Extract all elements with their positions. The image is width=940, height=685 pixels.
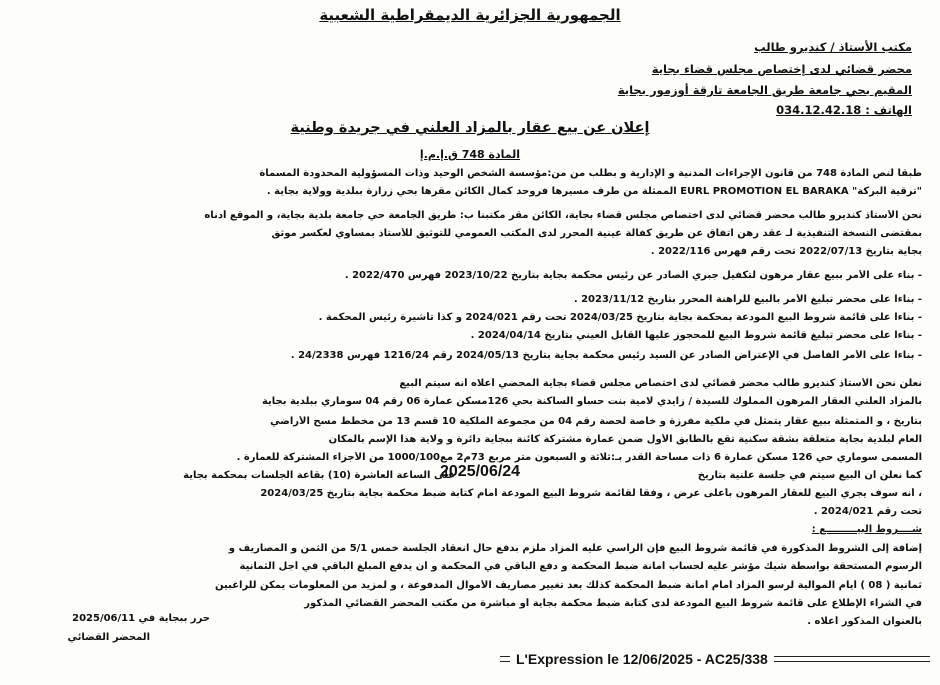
notice-line: المسمى سوماري حي 126 مسكن عمارة 6 ذات مساحة القدر بـ:ثلاثة و السبعون متر مربع 73م2 مع1000/100 من الأجزاء المشتركة للعمارة . [236,452,922,463]
legal-article: المادة 748 ق.إ.م.إ [419,148,521,161]
notice-line: - بناءا على الأمر الفاصل في الإعتراض الصادر عن السيد رئيس محكمة بجاية بتاريخ 2024/05/13 رقم 1216/24 فهرس 24/2338 . [290,350,922,361]
notice-line: بالعنوان المذكور أعلاه . [807,616,922,627]
notice-line: ، أنه سوف يجري البيع للعقار المرهون بأعلى عرض ، وفقا لقائمة شروط البيع المودعة أمام كتابة ضبط محكمة بجاية بتاريخ 2024/03/25 [260,488,922,499]
notice-line: - بناءا على قائمة شروط البيع المودعة بمحكمة بجاية بتاريخ 2024/03/25 تحت رقم 2024/021 و كذا تأشيرة رئيس المحكمة . [318,312,922,323]
notice-line: على الساعة العاشرة (10) بقاعة الجلسات بمحكمة بجاية [183,470,455,481]
notice-line: - بناءا على محضر تبليغ قائمة شروط البيع للمحجوز عليها القابل العيني بتاريخ 2024/04/14 . [470,330,922,341]
bailiff-role: محضر قضائي لدى إختصاص مجلس قضاء بجاية [651,62,912,76]
notice-line: شــــروط البيـــــــــع : [811,524,922,535]
notice-title: إعلان عن بيع عقار بالمزاد العلني في جريدة وطنية [290,120,650,136]
signed-place-date: حرر ببجاية في 2025/06/11 [72,613,210,624]
notice-line: نحن الأستاذ كنديرو طالب محضر قضائي لدى اختصاص مجلس قضاء بجاية، الكائن مقر مكتبنا ب: طريق الجامعة حي جامعة بلدية بجاية، و الموقع أدناه [204,210,922,221]
footer-rule-left [500,656,510,662]
republic-title: الجمهورية الجزائرية الديمقراطية الشعبية [319,6,621,24]
notice-line: كما نعلن أن البيع سيتم في جلسة علنية بتاريخ [697,470,922,481]
notice-line: بتاريخ ، و المتمثلة ببيع عقار يتمثل في ملكية مفرزة و خاصة لحصة رقم 04 من مجموعة الملكية 10 قسم 13 من مخطط مسح الأراضي [270,416,922,427]
office-address: المقيم بحي جامعة طريق الجامعة تارقة أوزمور بجاية [617,83,912,97]
publication-footer [500,648,930,670]
signature: المحضر القضائي [67,632,150,643]
footer-rule-right [774,656,930,662]
notice-line: الرسوم المستحقة بواسطة شيك مؤشر عليه لحساب أمانة ضبط المحكمة و دفع الباقي في المحكمة و أن يدفع المبلغ الباقي في أجل الثمانية [239,561,922,572]
notice-line: "ترقية البركة" EURL PROMOTION EL BARAKA الممثلة من طرف مسيرها فروحد كمال الكائن مقرها بحي زرارة ببلدية وولاية بجاية . [266,186,922,197]
publication-reference: L'Expression le 12/06/2025 - AC25/338 [516,651,768,667]
notice-line: طبقا لنص المادة 748 من قانون الإجراءات المدنية و الإدارية و بطلب من من:مؤسسة الشخص الوحيد وذات المسؤولية المحدودة المسماة [259,168,922,179]
notice-line: بمقتضى النسخة التنفيذية لـ عقد رهن اتفاق عن طريق كفالة عينية المحرر لدى المكتب العمومي للتوثيق للأستاذ بمساوي لعكسر موثق [271,228,922,239]
notice-line: ثمانية ( 08 ) أيام الموالية لرسو المزاد أمام أمانة ضبط المحكمة كذلك بعد تغيير مصاريف الأموال المدفوعة ، و لمزيد من المعلومات يمكن للراغبين [215,580,922,591]
notice-line: إضافة إلى الشروط المذكورة في قائمة شروط البيع فإن الراسي عليه المزاد ملزم بدفع حال انعقاد الجلسة خمس 5/1 من الثمن و المصاريف و [228,543,922,554]
sale-date: 2025/06/24 [440,463,521,480]
notice-line: نعلن نحن الأستاذ كنديرو طالب محضر قضائي لدى اختصاص مجلس قضاء بجاية المحضي أعلاه أنه سيتم البيع [399,378,922,389]
notice-line: - بناء على الأمر ببيع عقار مرهون لتكفيل جبري الصادر عن رئيس محكمة بجاية بتاريخ 2023/10/22 فهرس 2022/470 . [344,270,922,281]
notice-line: - بناءا على محضر تبليغ الأمر بالبيع للراهنة المحرر بتاريخ 2023/11/12 . [573,294,922,305]
notice-line: العام لبلدية بجاية متعلقة بشقة سكنية تقع بالطابق الأول ضمن عمارة مشتركة كائنة ببجاية دائرة و ولاية هذا الإسم بالمكان [328,434,922,445]
notice-line: تحت رقم 2024/021 . [813,506,922,517]
office-name: مكتب الأستاذ / كنديرو طالب [754,40,912,54]
notice-line: في الشراء الإطلاع على قائمة شروط البيع المودعة لدى كتابة ضبط محكمة بجاية أو مباشرة من مكتب المحضر القضائي المذكور [304,598,922,609]
office-phone: الهاتف : 034.12.42.18 [776,103,912,117]
notice-line: بالمزاد العلني العقار المرهون المملوك للسيدة / زايدي لامية بنت حساو الساكنة بحي 126مسكن عمارة 06 رقم 04 سوماري ببلدية بجاية [261,396,922,407]
notice-line: بجاية بتاريخ 2022/07/13 تحت رقم فهرس 2022/116 . [650,246,922,257]
